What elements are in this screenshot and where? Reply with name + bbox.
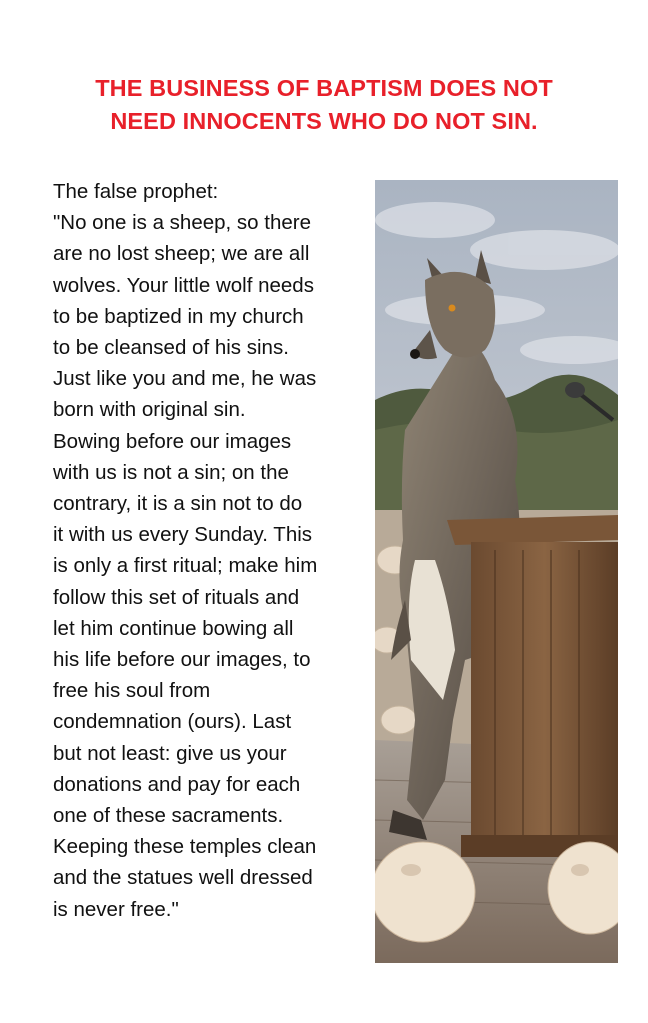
quote-line: are no lost sheep; we are all — [53, 242, 310, 266]
quote-line: let him continue bowing all — [53, 616, 294, 640]
quote-line: contrary, it is a sin not to do — [53, 492, 303, 516]
quote-line: born with original sin. — [53, 398, 246, 422]
quote-line: is only a first ritual; make him — [53, 554, 318, 578]
quote-line: one of these sacraments. — [53, 804, 284, 828]
quote-text — [53, 176, 373, 925]
quote-line: Keeping these temples clean — [53, 835, 317, 859]
quote-line: Just like you and me, he was — [53, 367, 317, 391]
quote-line: to be cleansed of his sins. — [53, 336, 289, 360]
quote-line: wolves. Your little wolf needs — [53, 273, 314, 297]
quote-line: but not least: give us your — [53, 741, 287, 765]
quote-line: it with us every Sunday. This — [53, 523, 313, 547]
quote-line: "No one is a sheep, so there — [53, 211, 311, 235]
quote-line: and the statues well dressed — [53, 866, 313, 890]
quote-line: with us is not a sin; on the — [53, 460, 289, 484]
quote-line: free his soul from — [53, 679, 211, 703]
quote-line: follow this set of rituals and — [53, 585, 300, 609]
headline-line-2: NEED INNOCENTS WHO DO NOT SIN. — [110, 108, 538, 134]
quote-line: Bowing before our images — [53, 429, 292, 453]
quote-line: is never free." — [53, 897, 179, 921]
quote-line: condemnation (ours). Last — [53, 710, 292, 734]
headline — [20, 72, 628, 138]
quote-line: his life before our images, to — [53, 648, 311, 672]
quote-line: donations and pay for each — [53, 772, 301, 796]
quote-line: to be baptized in my church — [53, 304, 304, 328]
quote-line: The false prophet: — [53, 180, 219, 203]
headline-line-1: THE BUSINESS OF BAPTISM DOES NOT — [95, 75, 553, 101]
wolf-preacher-image — [375, 180, 618, 963]
